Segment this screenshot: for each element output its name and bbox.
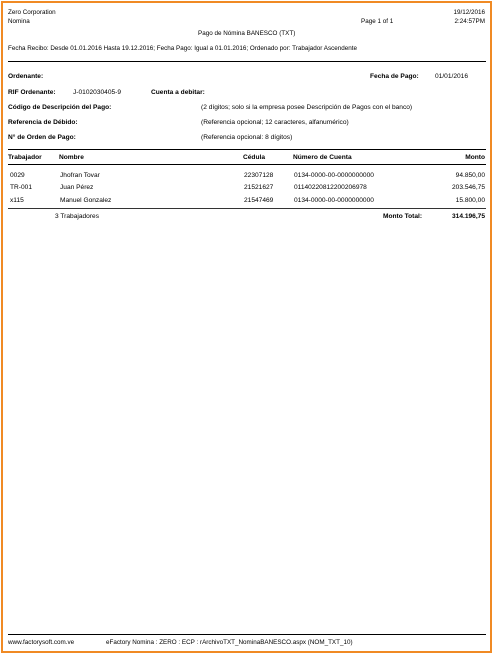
report-title: Pago de Nómina BANESCO (TXT) xyxy=(198,30,296,37)
report-time: 2:24:57PM xyxy=(454,18,485,25)
cell-nombre: Manuel Gonzalez xyxy=(60,197,112,204)
footer-divider xyxy=(8,634,486,635)
referencia-label: Referencia de Débido: xyxy=(8,119,78,126)
orden-label: N° de Orden de Pago: xyxy=(8,134,76,141)
divider xyxy=(8,208,486,209)
codigo-value: (2 dígitos; solo si la empresa posee Descripción de Pagos con el banco) xyxy=(201,104,413,111)
cell-cuenta: 0134-0000-00-0000000000 xyxy=(294,197,374,204)
cell-trabajador: x115 xyxy=(10,197,24,204)
rif-label: RIF Ordenante: xyxy=(8,89,56,96)
cell-nombre: Jhofran Tovar xyxy=(60,172,100,179)
company-name: Zero Corporation xyxy=(8,9,56,16)
worker-count: 3 Trabajadores xyxy=(55,213,99,220)
cell-monto: 203.546,75 xyxy=(451,184,485,191)
cell-cedula: 21547469 xyxy=(244,197,274,204)
fecha-pago-label: Fecha de Pago: xyxy=(370,73,419,80)
module-name: Nomina xyxy=(8,18,30,25)
col-trabajador-header: Trabajador xyxy=(8,154,42,161)
cell-cuenta: 01140220812200206978 xyxy=(294,184,367,191)
cuenta-debitar-label: Cuenta a debitar: xyxy=(151,89,205,96)
col-nombre-header: Nombre xyxy=(59,154,84,161)
cell-trabajador: TR-001 xyxy=(10,184,32,191)
referencia-value: (Referencia opcional; 12 caracteres, alfanumérico) xyxy=(201,119,349,126)
cell-cuenta: 0134-0000-00-0000000000 xyxy=(294,172,374,179)
col-cuenta-header: Número de Cuenta xyxy=(293,154,352,161)
page-indicator: Page 1 of 1 xyxy=(361,18,394,25)
divider xyxy=(8,61,486,62)
total-value: 314.196,75 xyxy=(451,213,485,220)
report-filters: Fecha Recibo: Desde 01.01.2016 Hasta 19.12.2016; Fecha Pago: Igual a 01.01.2016; Ordenado por: Trabajador Ascendente xyxy=(8,45,358,52)
rif-value: J-0102030405-9 xyxy=(73,89,122,96)
cell-nombre: Juan Pérez xyxy=(60,184,94,191)
cell-cedula: 22307128 xyxy=(244,172,274,179)
total-label: Monto Total: xyxy=(383,213,423,220)
ordenante-label: Ordenante: xyxy=(8,73,44,80)
col-cedula-header: Cédula xyxy=(243,154,265,161)
orden-value: (Referencia opcional: 8 dígitos) xyxy=(201,134,293,141)
col-monto-header: Monto xyxy=(465,154,485,161)
footer-website: www.factorysoft.com.ve xyxy=(8,639,75,646)
report-date: 19/12/2016 xyxy=(453,9,485,16)
codigo-label: Código de Descripción del Pago: xyxy=(8,104,112,111)
cell-cedula: 21521627 xyxy=(244,184,274,191)
cell-monto: 15.800,00 xyxy=(455,197,485,204)
report-page xyxy=(1,1,492,653)
divider xyxy=(8,164,486,165)
fecha-pago-value: 01/01/2016 xyxy=(435,73,469,80)
cell-monto: 94.850,00 xyxy=(455,172,485,179)
divider xyxy=(8,149,486,150)
cell-trabajador: 0029 xyxy=(10,172,25,179)
footer-path: eFactory Nomina : ZERO : ECP : rArchivoTXT_NominaBANESCO.aspx (NOM_TXT_10) xyxy=(106,639,353,646)
